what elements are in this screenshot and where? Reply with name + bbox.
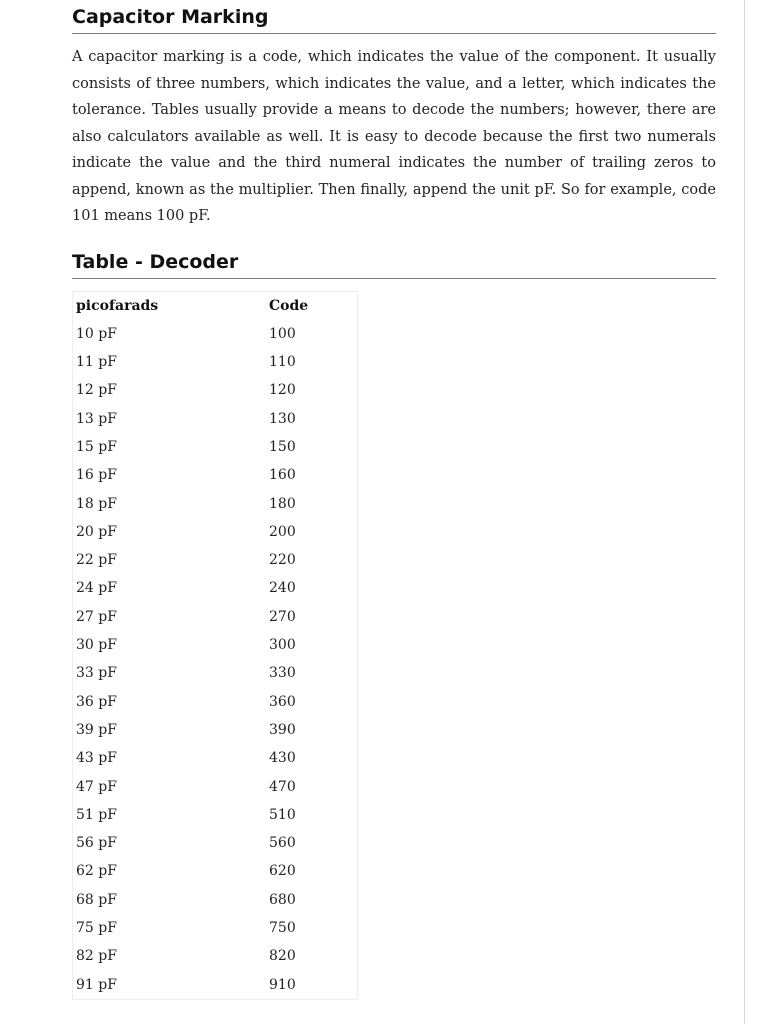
column-header-code: Code: [269, 297, 309, 314]
code-cell: 330: [269, 665, 296, 682]
picofarads-cell: 15 pF: [76, 438, 117, 455]
table-row: [73, 914, 358, 942]
table-row: [73, 971, 358, 1000]
picofarads-cell: 22 pF: [76, 552, 117, 569]
picofarads-cell: 11 pF: [76, 354, 117, 371]
table-row: [73, 603, 358, 631]
column-header-picofarads: picofarads: [76, 297, 159, 314]
code-cell: 240: [269, 580, 296, 597]
decoder-table: [72, 291, 358, 1000]
picofarads-cell: 12 pF: [76, 382, 117, 399]
code-cell: 750: [269, 920, 296, 937]
table-row: [73, 801, 358, 829]
table-header-row: [73, 291, 358, 320]
code-cell: 110: [269, 354, 296, 371]
code-cell: 620: [269, 863, 296, 880]
table-row: [73, 659, 358, 687]
code-cell: 910: [269, 976, 296, 993]
table-row: [73, 744, 358, 772]
picofarads-cell: 91 pF: [76, 976, 117, 993]
code-cell: 680: [269, 891, 296, 908]
picofarads-cell: 51 pF: [76, 806, 117, 823]
picofarads-cell: 30 pF: [76, 637, 117, 654]
picofarads-cell: 20 pF: [76, 523, 117, 540]
code-cell: 300: [269, 637, 296, 654]
table-row: [73, 829, 358, 857]
table-row: [73, 405, 358, 433]
table-row: [73, 518, 358, 546]
picofarads-cell: 56 pF: [76, 835, 117, 852]
table-row: [73, 942, 358, 970]
code-cell: 220: [269, 552, 296, 569]
code-cell: 820: [269, 948, 296, 965]
table-row: [73, 461, 358, 489]
picofarads-cell: 43 pF: [76, 750, 117, 767]
code-cell: 160: [269, 467, 296, 484]
code-cell: 390: [269, 721, 296, 738]
table-row: [73, 433, 358, 461]
picofarads-cell: 47 pF: [76, 778, 117, 795]
picofarads-cell: 24 pF: [76, 580, 117, 597]
picofarads-cell: 62 pF: [76, 863, 117, 880]
picofarads-cell: 16 pF: [76, 467, 117, 484]
picofarads-cell: 27 pF: [76, 608, 117, 625]
decoder-table-body: [73, 320, 358, 1000]
code-cell: 130: [269, 410, 296, 427]
intro-paragraph: A capacitor marking is a code, which indicates the value of the component. It usually consists of three numbers, which indicates the value, and a letter, which indicates the tolerance. Tables usually provide a means to decode the numbers; however, there are also calculators available as well. It is easy to decode because the first two numerals indicate the value and the third numeral indicates the number of trailing zeros to append, known as the multiplier. Then finally, append the unit pF. So for example, code 101 means 100 pF.: [72, 49, 716, 224]
code-cell: 560: [269, 835, 296, 852]
picofarads-cell: 13 pF: [76, 410, 117, 427]
article-content: [72, 0, 716, 1000]
code-cell: 470: [269, 778, 296, 795]
picofarads-cell: 75 pF: [76, 920, 117, 937]
table-row: [73, 546, 358, 574]
picofarads-cell: 33 pF: [76, 665, 117, 682]
picofarads-cell: 18 pF: [76, 495, 117, 512]
picofarads-cell: 10 pF: [76, 325, 117, 342]
picofarads-cell: 36 pF: [76, 693, 117, 710]
table-row: [73, 773, 358, 801]
code-cell: 270: [269, 608, 296, 625]
table-row: [73, 574, 358, 602]
code-cell: 360: [269, 693, 296, 710]
code-cell: 180: [269, 495, 296, 512]
code-cell: 510: [269, 806, 296, 823]
table-row: [73, 348, 358, 376]
code-cell: 100: [269, 325, 296, 342]
table-row: [73, 857, 358, 885]
picofarads-cell: 82 pF: [76, 948, 117, 965]
code-cell: 200: [269, 523, 296, 540]
code-cell: 120: [269, 382, 296, 399]
table-row: [73, 320, 358, 348]
page-edge-divider: [744, 0, 745, 1024]
picofarads-cell: 39 pF: [76, 721, 117, 738]
table-row: [73, 886, 358, 914]
section-title-capacitor-marking: Capacitor Marking: [72, 5, 716, 34]
table-row: [73, 688, 358, 716]
picofarads-cell: 68 pF: [76, 891, 117, 908]
section-title-table-decoder: Table - Decoder: [72, 250, 716, 279]
table-row: [73, 631, 358, 659]
table-row: [73, 490, 358, 518]
table-row: [73, 376, 358, 404]
code-cell: 150: [269, 438, 296, 455]
code-cell: 430: [269, 750, 296, 767]
table-row: [73, 716, 358, 744]
